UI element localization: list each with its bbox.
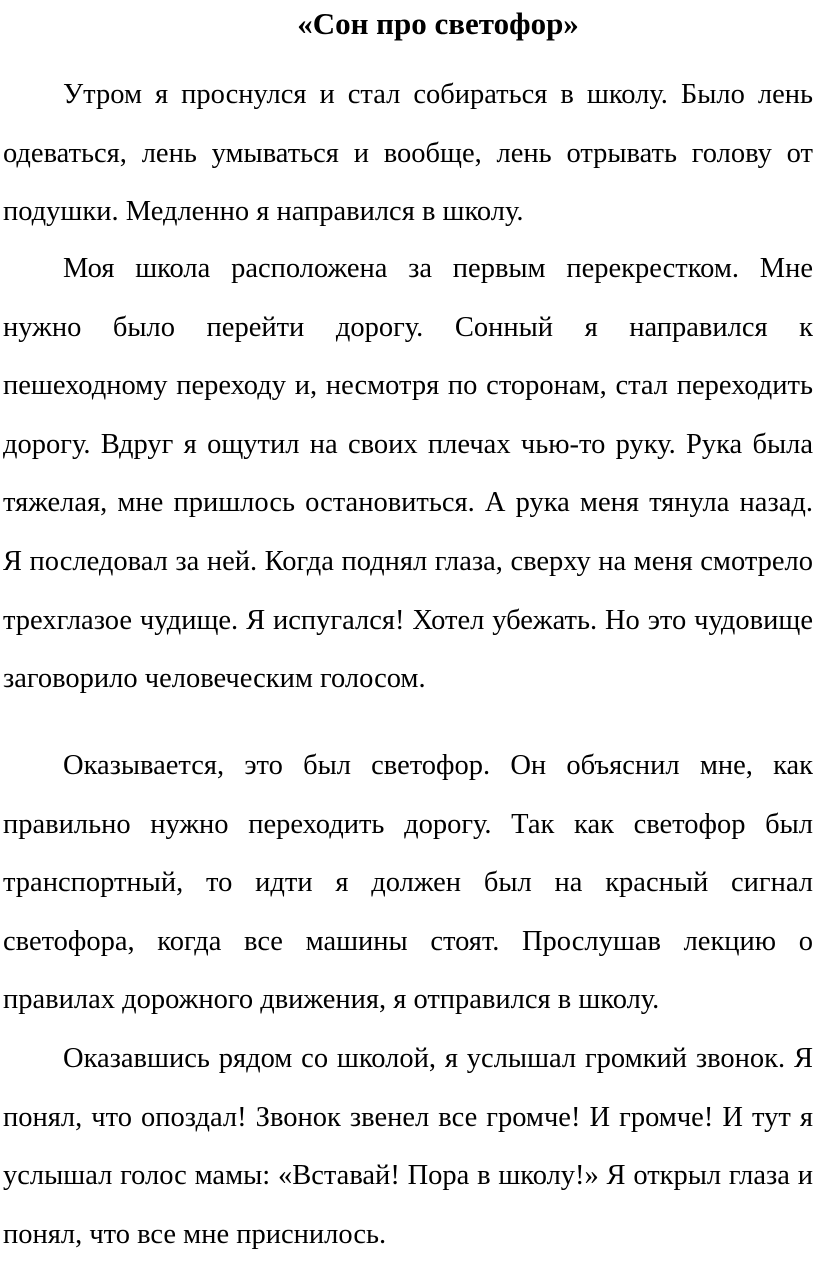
paragraph-4: Оказавшись рядом со школой, я услышал громкий звонок. Я понял, что опоздал! Звонок звенел все громче! И громче! И тут я услышал голос мамы: «Вставай! Пора в школу!» Я открыл глаза и понял, что все мне приснилось. — [3, 1043, 813, 1250]
paragraph-1: Утром я проснулся и стал собираться в школу. Было лень одеваться, лень умываться и вообще, лень отрывать голову от подушки. Медленно я направился в школу. — [3, 79, 813, 228]
paragraph-2: Моя школа расположена за первым перекрестком. Мне нужно было перейти дорогу. Сонный я направился к пешеходному переходу и, несмотря по сторонам, стал переходить дорогу. Вдруг я ощутил на своих плечах чью-то руку. Рука была тяжелая, мне пришлось остановиться. А рука меня тянула назад. Я последовал за ней. Когда поднял глаза, сверху на меня смотрело трехглазое чудище. Я испугался! Хотел убежать. Но это чудовище заговорило человеческим голосом. — [3, 253, 813, 695]
document-title: «Сон про светофор» — [297, 6, 579, 41]
paragraph-3: Оказывается, это был светофор. Он объяснил мне, как правильно нужно переходить дорогу. Так как светофор был транспортный, то идти я должен был на красный сигнал светофора, когда все машины стоят. Прослушав лекцию о правилах дорожного движения, я отправился в школу. — [3, 750, 813, 1016]
